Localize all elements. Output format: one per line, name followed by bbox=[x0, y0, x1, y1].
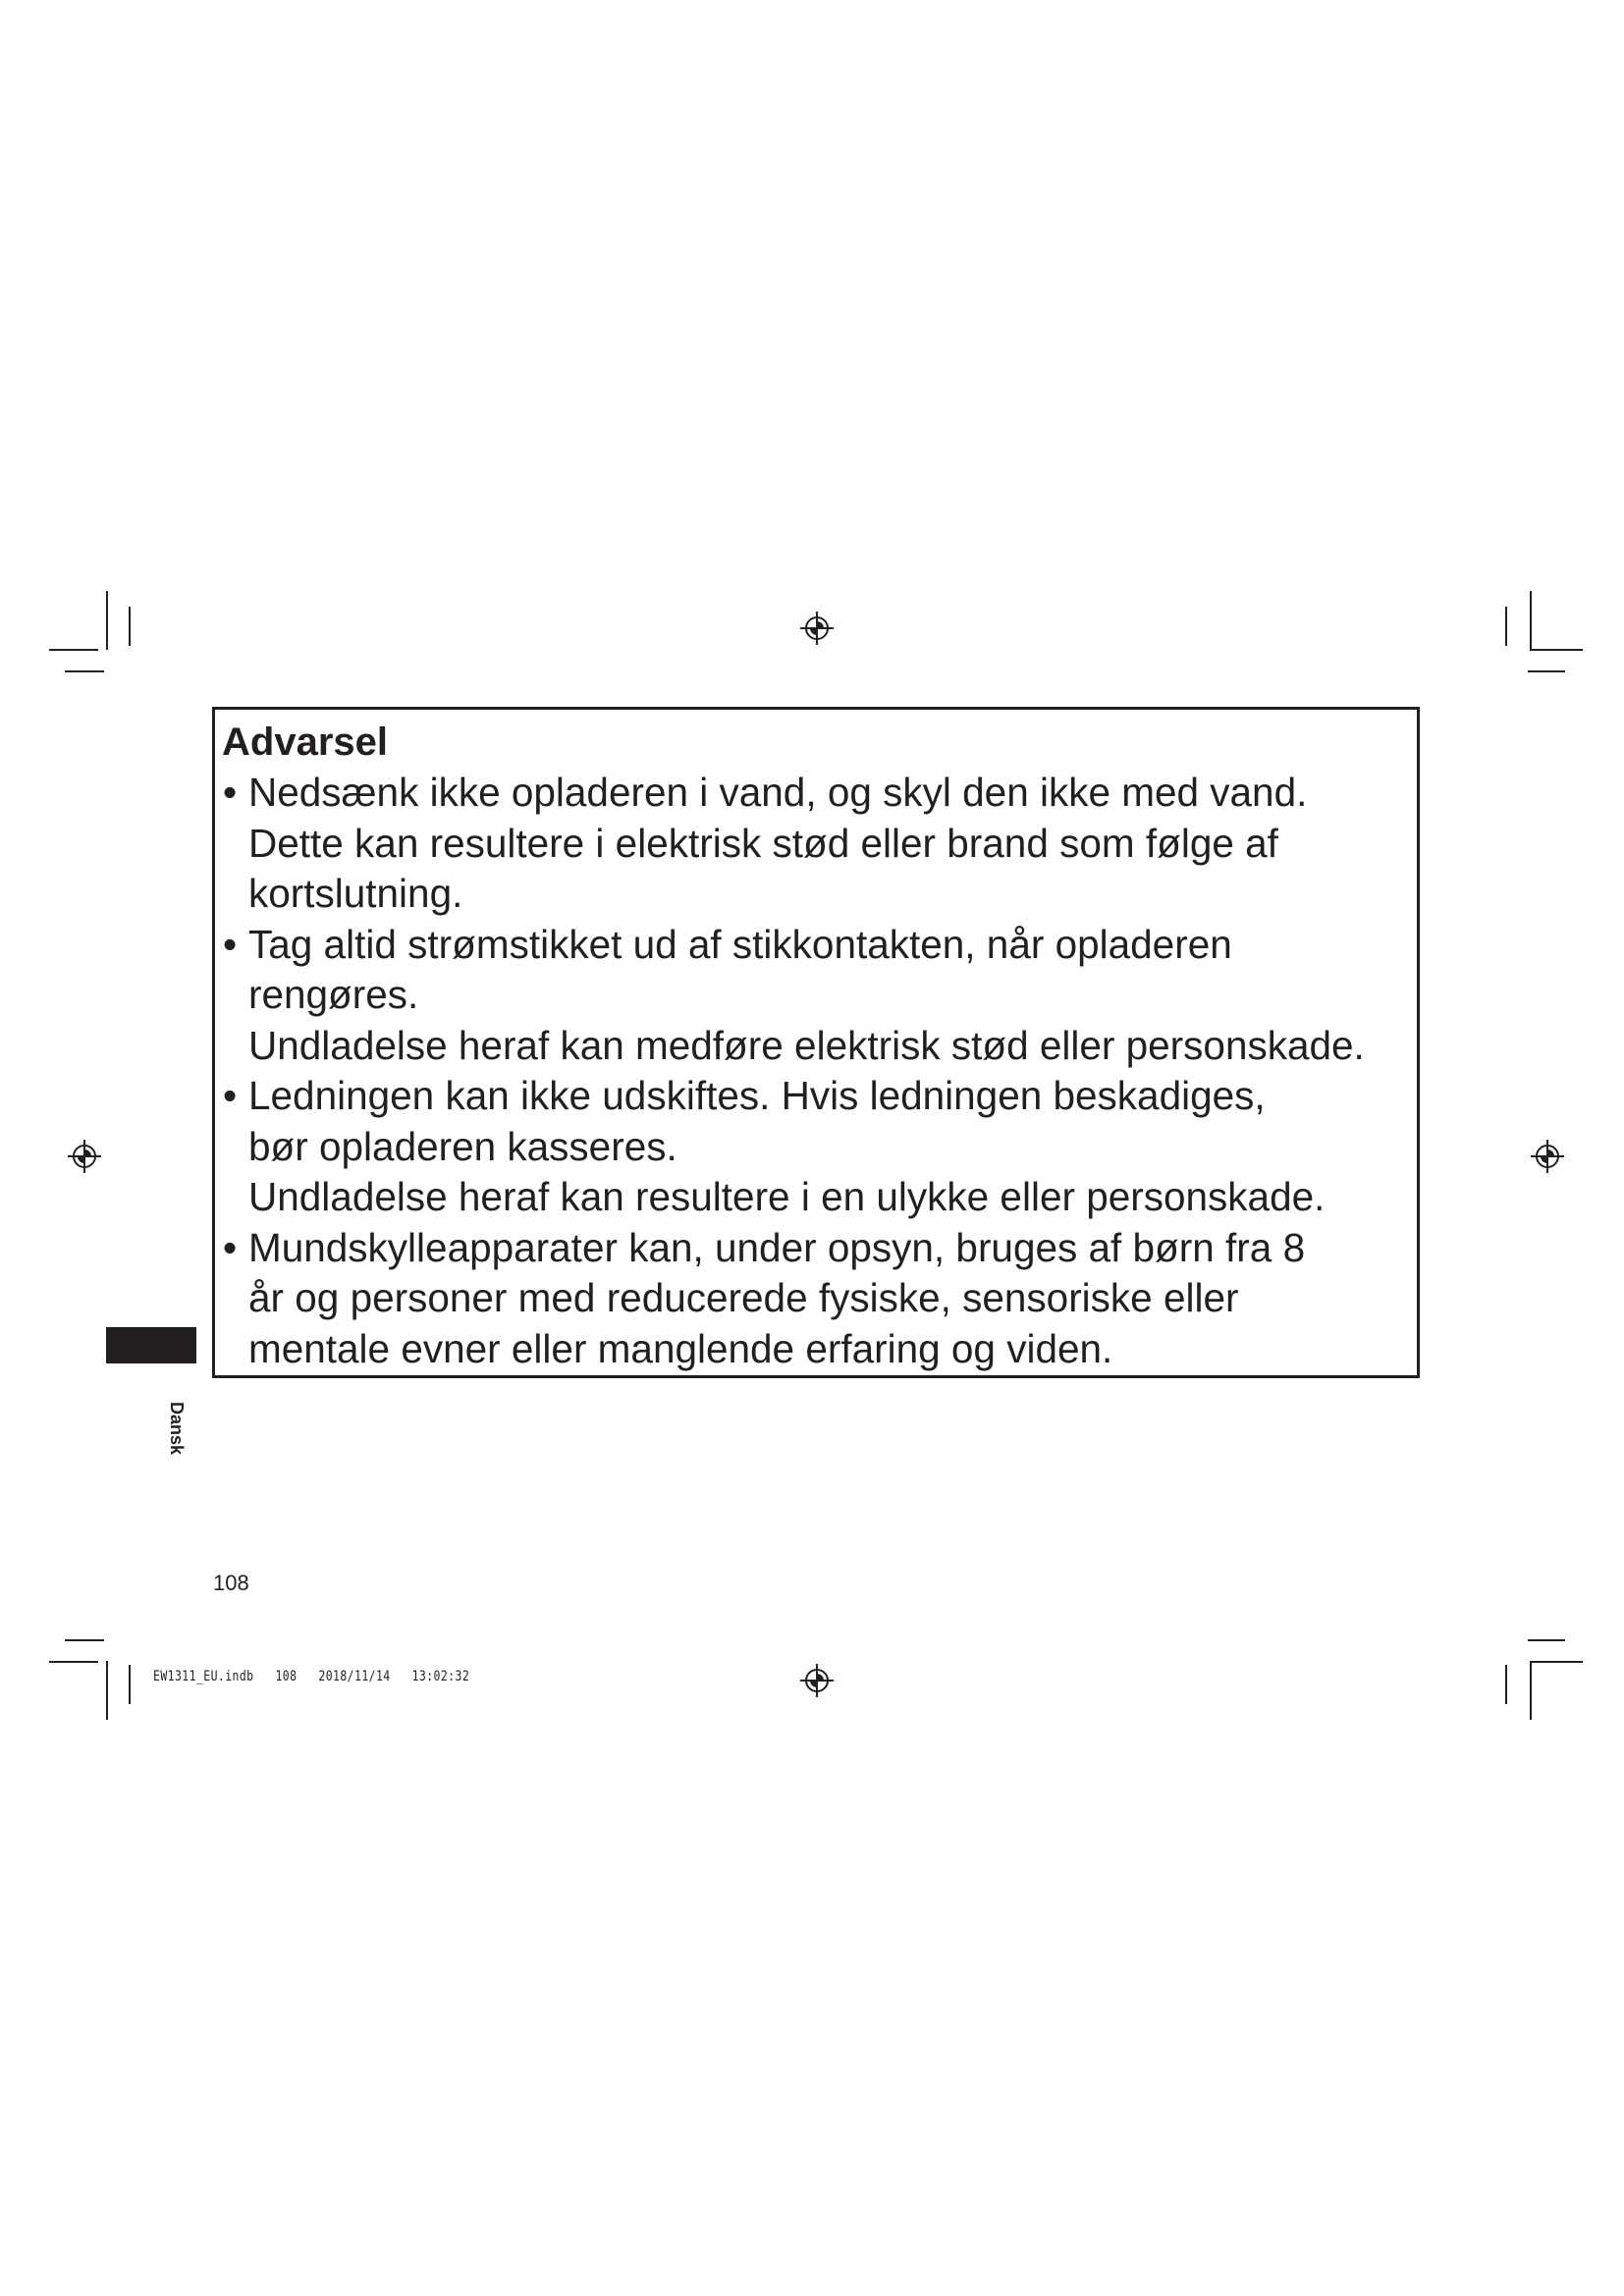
bullet: • bbox=[223, 1073, 238, 1118]
warning-text: Nedsænk ikke opladeren i vand, og skyl den ikke med vand. Dette kan resultere i elektrisk stød eller brand som følge af kortslutning. bbox=[248, 770, 1308, 916]
crop-mark-top-right-h2 bbox=[1528, 670, 1565, 672]
crop-mark-bottom-right-h1 bbox=[1528, 1639, 1565, 1641]
registration-mark-icon bbox=[1530, 1139, 1565, 1174]
list-item bbox=[222, 1071, 1417, 1223]
registration-mark-icon bbox=[799, 611, 835, 646]
bullet: • bbox=[223, 921, 238, 967]
list-item bbox=[222, 920, 1417, 1072]
print-slug: EW1311_EU.indb 108 2018/11/14 13:02:32 bbox=[153, 1669, 470, 1684]
list-item bbox=[222, 768, 1417, 920]
crop-mark-bottom-left-h1 bbox=[65, 1639, 104, 1641]
warning-list bbox=[222, 768, 1417, 1374]
warning-box bbox=[212, 707, 1420, 1378]
warning-text: Tag altid strømstikket ud af stikkontakten, når opladeren rengøres. Undladelse heraf kan medføre elektrisk stød eller personskade. bbox=[248, 921, 1365, 1068]
list-item bbox=[222, 1223, 1417, 1375]
crop-mark-bottom-left-v2 bbox=[129, 1665, 131, 1704]
bullet: • bbox=[223, 770, 238, 815]
crop-mark-top-left-h2 bbox=[65, 670, 104, 672]
page-number: 108 bbox=[213, 1571, 249, 1595]
warning-text: Ledningen kan ikke udskiftes. Hvis ledningen beskadiges, bør opladeren kasseres. Undladelse heraf kan resultere i en ulykke eller personskade. bbox=[248, 1073, 1326, 1219]
warning-text: Mundskylleapparater kan, under opsyn, bruges af børn fra 8 år og personer med reducerede fysiske, sensoriske eller mentale evner eller manglende erfaring og viden. bbox=[248, 1224, 1306, 1371]
language-tab-marker bbox=[106, 1327, 196, 1363]
bullet: • bbox=[223, 1224, 238, 1270]
crop-mark-bottom-right-v2 bbox=[1505, 1665, 1507, 1704]
crop-mark-top-left-h1 bbox=[49, 649, 98, 651]
crop-mark-bottom-left-h2 bbox=[49, 1661, 98, 1663]
crop-mark-top-right-v2 bbox=[1505, 607, 1507, 646]
crop-mark-bottom-left-v1 bbox=[106, 1661, 108, 1720]
crop-mark-top-left-v2 bbox=[129, 607, 131, 646]
crop-mark-bottom-right-h2 bbox=[1530, 1661, 1583, 1663]
crop-mark-bottom-right-v1 bbox=[1530, 1661, 1532, 1720]
crop-mark-top-right-h1 bbox=[1530, 649, 1583, 651]
crop-mark-top-right-v1 bbox=[1530, 591, 1532, 650]
language-label: Dansk bbox=[167, 1402, 187, 1456]
warning-title: Advarsel bbox=[222, 721, 388, 764]
crop-mark-top-left-v1 bbox=[106, 591, 108, 650]
registration-mark-icon bbox=[67, 1139, 102, 1174]
registration-mark-icon bbox=[799, 1663, 835, 1698]
